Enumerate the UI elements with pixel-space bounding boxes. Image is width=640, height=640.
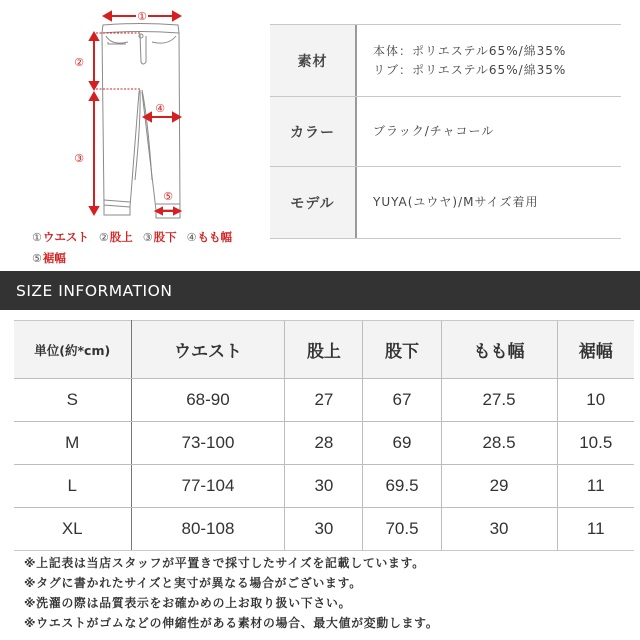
cell: 10 <box>557 379 634 422</box>
header-rise: 股上 <box>285 321 363 379</box>
spec-value: ブラック/チャコール <box>373 124 495 138</box>
cell: 67 <box>363 379 441 422</box>
product-spec-table <box>270 24 621 239</box>
table-row <box>14 422 634 465</box>
note-line: ※タグに書かれたサイズと実寸が異なる場合がございます。 <box>24 576 362 590</box>
spec-row-color <box>270 97 621 167</box>
size-label: XL <box>14 508 131 551</box>
table-row <box>14 465 634 508</box>
cell: 28 <box>285 422 363 465</box>
cell: 30 <box>285 465 363 508</box>
pants-illustration-icon <box>0 0 260 230</box>
header-thigh: もも幅 <box>441 321 557 379</box>
cell: 11 <box>557 508 634 551</box>
cell: 69 <box>363 422 441 465</box>
legend-item-hem: ⑤裾幅 <box>32 251 66 265</box>
legend-item-waist: ①ウエスト <box>32 230 89 244</box>
header-hem: 裾幅 <box>557 321 634 379</box>
legend-item-rise: ②股上 <box>98 230 133 244</box>
cell: 27.5 <box>441 379 557 422</box>
note-line: ※洗濯の際は品質表示をお確かめの上お取り扱い下さい。 <box>24 596 352 610</box>
header-unit: 単位(約*cm) <box>14 321 131 379</box>
marker-5: ⑤ <box>163 190 173 203</box>
cell: 73-100 <box>131 422 285 465</box>
spec-label: カラー <box>270 97 357 166</box>
table-row <box>14 379 634 422</box>
cell: 29 <box>441 465 557 508</box>
pants-measurement-diagram <box>0 0 260 265</box>
spec-value: YUYA(ユウヤ)/Mサイズ着用 <box>373 195 539 209</box>
cell: 27 <box>285 379 363 422</box>
marker-2: ② <box>74 56 84 69</box>
cell: 30 <box>441 508 557 551</box>
spec-label: 素材 <box>270 25 357 96</box>
table-header-row <box>14 321 634 379</box>
marker-1: ① <box>137 10 147 23</box>
cell: 80-108 <box>131 508 285 551</box>
cell: 70.5 <box>363 508 441 551</box>
cell: 28.5 <box>441 422 557 465</box>
size-label: S <box>14 379 131 422</box>
size-information-banner: SIZE INFORMATION <box>0 271 640 310</box>
spec-row-material <box>270 25 621 97</box>
header-inseam: 股下 <box>363 321 441 379</box>
legend-item-inseam: ③股下 <box>142 230 177 244</box>
cell: 30 <box>285 508 363 551</box>
size-label: M <box>14 422 131 465</box>
note-line: ※ウエストがゴムなどの伸縮性がある素材の場合、最大値が変動します。 <box>24 616 439 630</box>
table-row <box>14 508 634 551</box>
size-label: L <box>14 465 131 508</box>
spec-row-model <box>270 167 621 239</box>
size-notes <box>24 553 438 633</box>
cell: 11 <box>557 465 634 508</box>
note-line: ※上記表は当店スタッフが平置きで採寸したサイズを記載しています。 <box>24 556 425 570</box>
measurement-legend <box>32 227 262 269</box>
size-table <box>14 320 634 551</box>
spec-label: モデル <box>270 167 357 238</box>
cell: 69.5 <box>363 465 441 508</box>
legend-item-thigh: ④もも幅 <box>186 230 233 244</box>
marker-3: ③ <box>74 152 84 165</box>
header-waist: ウエスト <box>131 321 285 379</box>
spec-value: 本体：ポリエステル65%/綿35% リブ：ポリエステル65%/綿35% <box>373 43 567 77</box>
cell: 77-104 <box>131 465 285 508</box>
cell: 68-90 <box>131 379 285 422</box>
marker-4: ④ <box>155 102 165 115</box>
cell: 10.5 <box>557 422 634 465</box>
